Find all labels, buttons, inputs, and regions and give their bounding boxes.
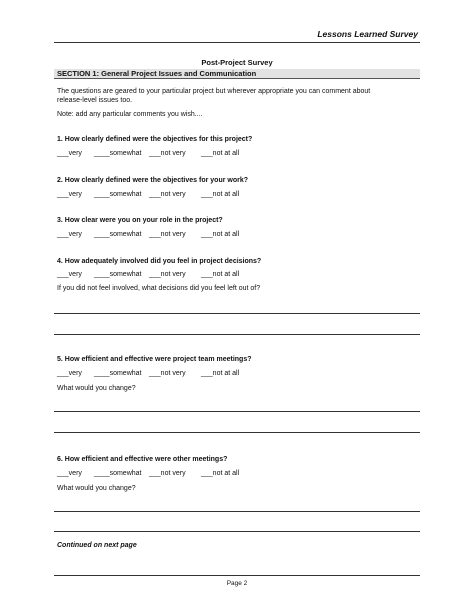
question-3-options [57, 231, 251, 238]
option-very[interactable]: ___very [57, 231, 82, 238]
question-5-options [57, 370, 251, 377]
question-2-label: 2. How clearly defined were the objectives for your work? [57, 177, 248, 184]
option-very[interactable]: ___very [57, 271, 82, 278]
option-not-at-all[interactable]: ___not at all [201, 191, 240, 198]
option-very[interactable]: ___very [57, 470, 82, 477]
option-somewhat[interactable]: ____somewhat [94, 231, 142, 238]
question-6-label: 6. How efficient and effective were other meetings? [57, 456, 228, 463]
answer-line[interactable] [54, 411, 420, 412]
option-not-very[interactable]: ___not very [149, 370, 186, 377]
option-somewhat[interactable]: ____somewhat [94, 191, 142, 198]
question-1-label: 1. How clearly defined were the objectives for this project? [57, 136, 253, 143]
intro-text-line-1: The questions are geared to your particular project but wherever appropriate you can comment about [57, 88, 371, 95]
question-6-options [57, 470, 251, 477]
footer-divider [54, 575, 420, 576]
question-5-followup: What would you change? [57, 385, 136, 392]
option-somewhat[interactable]: ____somewhat [94, 150, 142, 157]
option-very[interactable]: ___very [57, 370, 82, 377]
option-not-at-all[interactable]: ___not at all [201, 271, 240, 278]
header-divider [54, 42, 420, 43]
question-2-options [57, 191, 251, 198]
option-not-at-all[interactable]: ___not at all [201, 370, 240, 377]
option-not-at-all[interactable]: ___not at all [201, 231, 240, 238]
question-4-label: 4. How adequately involved did you feel in project decisions? [57, 258, 262, 265]
option-not-very[interactable]: ___not very [149, 191, 186, 198]
option-somewhat[interactable]: ____somewhat [94, 370, 142, 377]
question-4-options [57, 271, 251, 278]
section-heading: SECTION 1: General Project Issues and Communication [54, 69, 420, 79]
continued-note: Continued on next page [57, 542, 137, 549]
question-1-options [57, 150, 251, 157]
option-not-very[interactable]: ___not very [149, 231, 186, 238]
option-not-very[interactable]: ___not very [149, 271, 186, 278]
answer-line[interactable] [54, 334, 420, 335]
option-somewhat[interactable]: ____somewhat [94, 271, 142, 278]
document-title: Post-Project Survey [201, 58, 273, 67]
option-not-very[interactable]: ___not very [149, 150, 186, 157]
answer-line[interactable] [54, 313, 420, 314]
page-number: Page 2 [226, 580, 248, 587]
option-not-very[interactable]: ___not very [149, 470, 186, 477]
option-not-at-all[interactable]: ___not at all [201, 470, 240, 477]
option-somewhat[interactable]: ____somewhat [94, 470, 142, 477]
note-text: Note: add any particular comments you wish.... [57, 111, 203, 118]
answer-line[interactable] [54, 511, 420, 512]
option-not-at-all[interactable]: ___not at all [201, 150, 240, 157]
answer-line[interactable] [54, 432, 420, 433]
option-very[interactable]: ___very [57, 191, 82, 198]
question-6-followup: What would you change? [57, 485, 136, 492]
intro-text-line-2: release-level issues too. [57, 97, 133, 104]
answer-line[interactable] [54, 531, 420, 532]
question-4-followup: If you did not feel involved, what decisions did you feel left out of? [57, 285, 261, 292]
option-very[interactable]: ___very [57, 150, 82, 157]
question-5-label: 5. How efficient and effective were project team meetings? [57, 356, 252, 363]
question-3-label: 3. How clear were you on your role in the project? [57, 217, 223, 224]
header-title: Lessons Learned Survey [317, 29, 418, 39]
